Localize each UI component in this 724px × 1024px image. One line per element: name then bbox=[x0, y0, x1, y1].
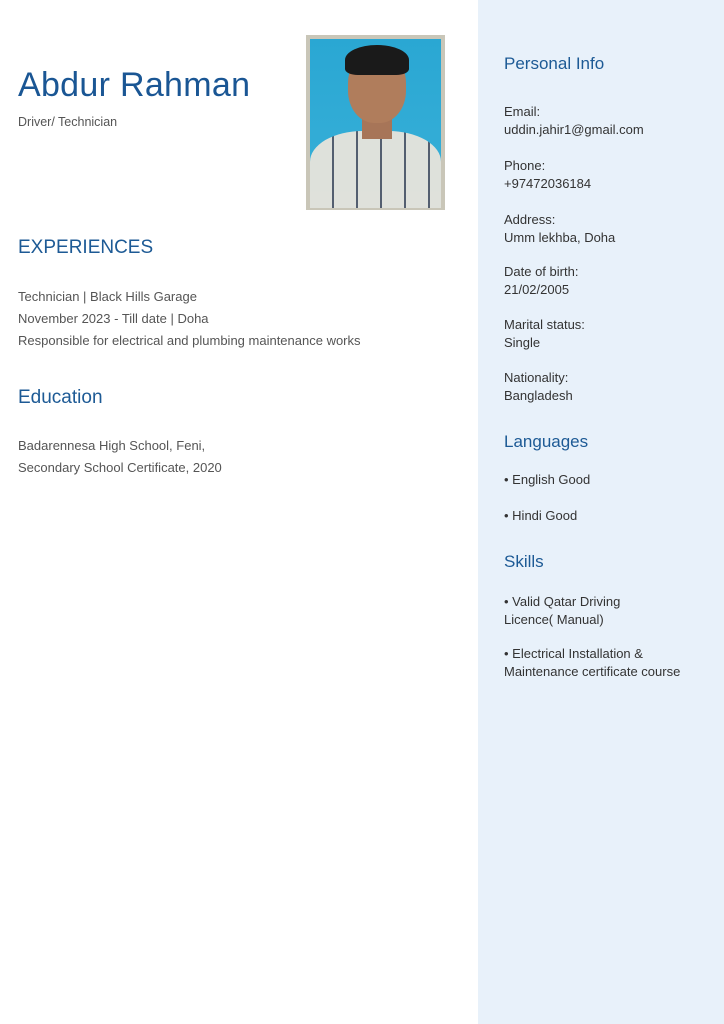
personal-info-nationality bbox=[504, 369, 573, 405]
skill-line: Maintenance certificate course bbox=[504, 664, 681, 679]
field-label: Nationality: bbox=[504, 370, 569, 385]
field-label: Marital status: bbox=[504, 317, 585, 332]
field-label: Email: bbox=[504, 104, 541, 119]
education-entry bbox=[18, 435, 222, 479]
personal-info-email bbox=[504, 103, 644, 139]
experience-entry bbox=[18, 286, 361, 352]
candidate-title: Driver/ Technician bbox=[18, 115, 118, 129]
field-label: Address: bbox=[504, 212, 556, 227]
profile-photo bbox=[306, 35, 445, 210]
personal-info-phone bbox=[504, 157, 591, 193]
skills-heading: Skills bbox=[504, 552, 544, 571]
education-line: Badarennesa High School, Feni, bbox=[18, 438, 206, 453]
field-value: +97472036184 bbox=[504, 176, 592, 191]
language-item: • English Good bbox=[504, 472, 591, 487]
language-item: • Hindi Good bbox=[504, 508, 578, 523]
experiences-heading: EXPERIENCES bbox=[18, 237, 154, 258]
personal-info-marital bbox=[504, 316, 585, 352]
languages-heading: Languages bbox=[504, 432, 589, 451]
field-label: Phone: bbox=[504, 158, 546, 173]
field-label: Date of birth: bbox=[504, 264, 579, 279]
field-value: Single bbox=[504, 335, 541, 350]
skill-item bbox=[504, 645, 680, 681]
skill-line: Licence( Manual) bbox=[504, 612, 604, 627]
experience-line: November 2023 - Till date | Doha bbox=[18, 311, 209, 326]
field-value: Umm lekhba, Doha bbox=[504, 230, 616, 245]
candidate-name: Abdur Rahman bbox=[18, 66, 251, 104]
field-value: 21/02/2005 bbox=[504, 282, 570, 297]
experience-line: Responsible for electrical and plumbing maintenance works bbox=[18, 333, 361, 348]
personal-info-address bbox=[504, 211, 615, 247]
skill-item bbox=[504, 593, 620, 629]
skill-line: • Valid Qatar Driving bbox=[504, 594, 621, 609]
skill-line: • Electrical Installation & bbox=[504, 646, 643, 661]
experience-line: Technician | Black Hills Garage bbox=[18, 289, 197, 304]
field-value: uddin.jahir1@gmail.com bbox=[504, 122, 644, 137]
personal-info-heading: Personal Info bbox=[504, 54, 605, 73]
personal-info-dob bbox=[504, 263, 578, 299]
education-line: Secondary School Certificate, 2020 bbox=[18, 460, 222, 475]
field-value: Bangladesh bbox=[504, 388, 573, 403]
education-heading: Education bbox=[18, 387, 103, 408]
